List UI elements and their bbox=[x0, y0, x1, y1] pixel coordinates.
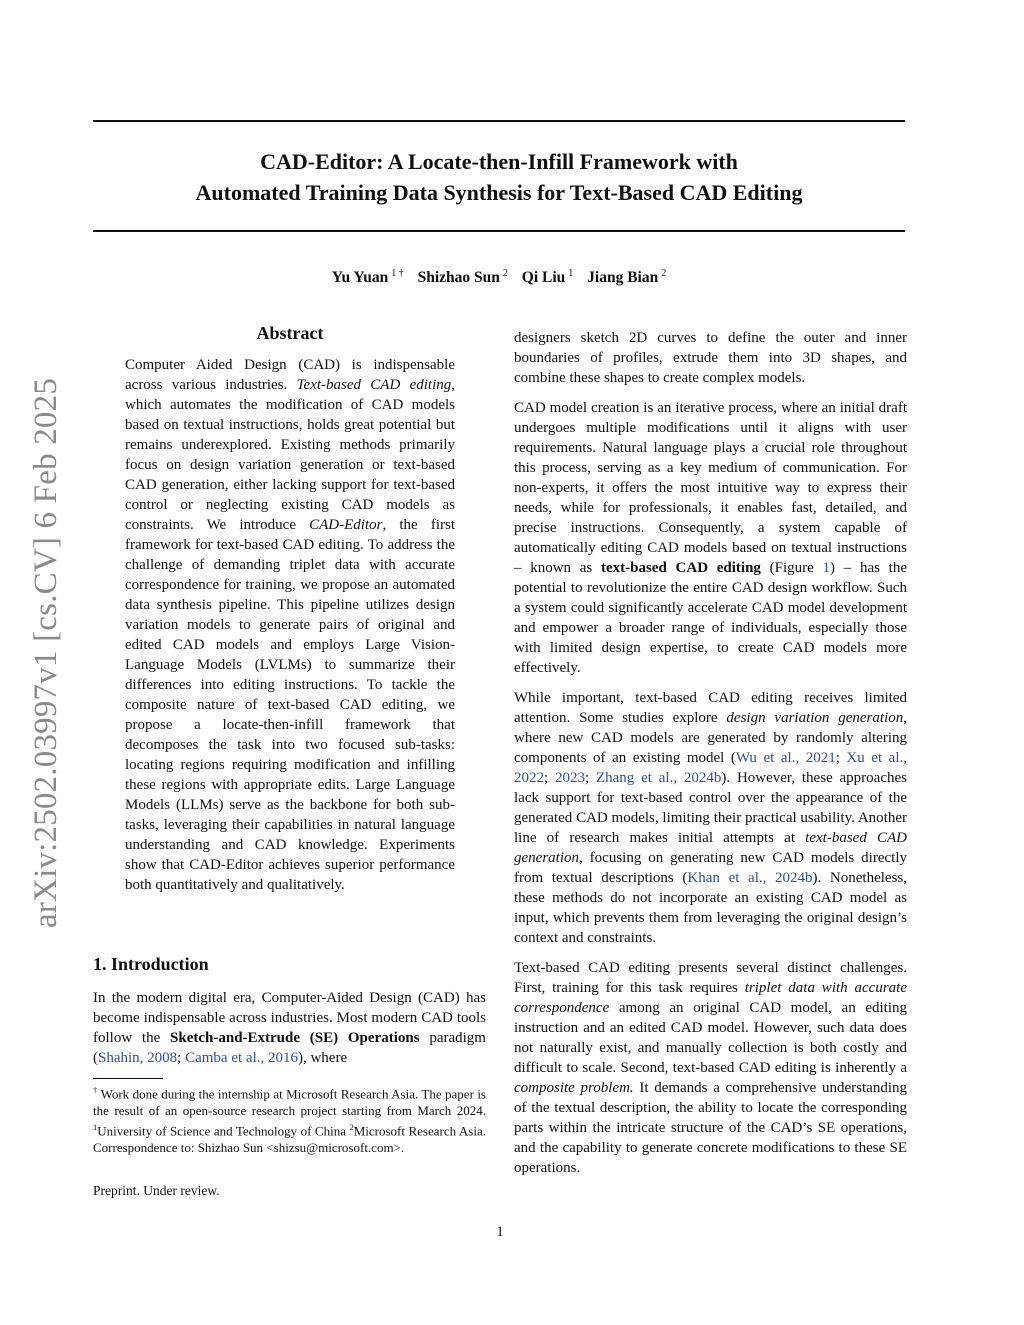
intro-paragraph-2: CAD model creation is an iterative process, where an initial draft undergoes multiple modifications until it aligns with user requirements. Natural language plays a crucial role throughout this process, serving as a key medium of communication. For non-experts, it offers the most intuitive way to express their needs, while for professionals, it enables fast, detailed, and precise instructions. Consequently, a system capable of automatically editing CAD models based on textual instructions – known as text-based CAD editing (Figure 1) – has the potential to revolutionize the entire CAD design workflow. Such a system could significantly accelerate CAD model development and empower a broader range of individuals, especially those with limited design expertise, to create CAD models more effectively. bbox=[514, 400, 907, 676]
arxiv-sidebar-stamp: arXiv:2502.03997v1 [cs.CV] 6 Feb 2025 bbox=[28, 377, 64, 928]
intro-paragraph-1: In the modern digital era, Computer-Aided Design (CAD) has become indispensable across industries. Most modern CAD tools follow the Sketch-and-Extrude (SE) Operations paradigm (Shahin, 2008; Camba et al., 2016), where bbox=[93, 990, 486, 1066]
section-heading-introduction: 1. Introduction bbox=[93, 954, 209, 974]
citation-link[interactable]: Shahin, 2008 bbox=[98, 1050, 178, 1066]
author-list bbox=[93, 268, 905, 287]
preprint-notice: Preprint. Under review. bbox=[93, 1183, 220, 1198]
title-line-1: CAD-Editor: A Locate-then-Infill Framework with bbox=[260, 149, 738, 174]
intro-paragraph-1-continued: designers sketch 2D curves to define the outer and inner boundaries of profiles, extrude them into 3D shapes, and combine these shapes to create complex models. bbox=[514, 330, 907, 386]
author: Jiang Bian $^2$ bbox=[587, 268, 667, 287]
page-number: 1 bbox=[496, 1224, 504, 1240]
intro-paragraph-3: While important, text-based CAD editing receives limited attention. Some studies explore design variation generation, where new CAD models are generated by randomly altering components of an existing model (Wu et al., 2021; Xu et al., 2022; 2023; Zhang et al., 2024b). However, these approaches lack support for text-based control over the appearance of the generated CAD models, limiting their practical usability. Another line of research makes initial attempts at text-based CAD generation, focusing on generating new CAD models directly from textual descriptions (Khan et al., 2024b). Nonetheless, these methods do not incorporate an existing CAD model as input, which prevents them from leveraging the original design’s context and constraints. bbox=[514, 690, 907, 946]
citation-link[interactable]: 2023 bbox=[554, 770, 585, 786]
figure-reference-link[interactable]: 1 bbox=[822, 560, 831, 576]
footnote: † Work done during the internship at Microsoft Research Asia. The paper is the result of an open-source research project starting from March 2024. $^1$University of Science and Technology of China $^2$Microsoft Research Asia. Correspondence to: Shizhao Sun <shizsu@microsoft.com>. bbox=[93, 1085, 486, 1156]
paper-title bbox=[93, 146, 905, 208]
abstract-heading: Abstract bbox=[256, 323, 324, 343]
author: Yu Yuan $^{1 \dagger}$ bbox=[331, 268, 404, 287]
citation-link[interactable]: Wu et al., 2021 bbox=[735, 750, 836, 766]
citation-link[interactable]: Xu et al., 2022 bbox=[514, 750, 907, 786]
right-column bbox=[514, 328, 907, 1188]
title-line-2: Automated Training Data Synthesis for Text-Based CAD Editing bbox=[195, 180, 803, 205]
citation-link[interactable]: Camba et al., 2016 bbox=[185, 1050, 298, 1066]
title-rule-top bbox=[93, 120, 905, 122]
abstract-body: Computer Aided Design (CAD) is indispensable across various industries. Text-based CAD editing, which automates the modification of CAD models based on textual instructions, holds great potential but remains underexplored. Existing methods primarily focus on design variation generation or text-based CAD generation, either lacking support for text-based control or neglecting existing CAD models as constraints. We introduce CAD-Editor, the first framework for text-based CAD editing. To address the challenge of demanding triplet data with accurate correspondence for training, we propose an automated data synthesis pipeline. This pipeline utilizes design variation models to generate pairs of original and edited CAD models and employs Large Vision-Language Models (LVLMs) to summarize their differences into editing instructions. To tackle the composite nature of text-based CAD editing, we propose a locate-then-infill framework that decomposes the task into two focused sub-tasks: locating regions requiring modification and infilling these regions with appropriate edits. Large Language Models (LLMs) serve as the backbone for both sub-tasks, leveraging their capabilities in natural language understanding and CAD knowledge. Experiments show that CAD-Editor achieves superior performance both quantitatively and qualitatively. bbox=[125, 357, 455, 893]
intro-paragraph-4: Text-based CAD editing presents several distinct challenges. First, training for this task requires triplet data with accurate correspondence among an original CAD model, an editing instruction and an edited CAD model. However, such data does not naturally exist, and manually collection is both costly and difficult to scale. Second, text-based CAD editing is inherently a composite problem. It demands a comprehensive understanding of the textual description, the ability to locate the corresponding parts within the intricate structure of the CAD’s SE operations, and the capability to generate concrete modifications to these SE operations. bbox=[514, 960, 907, 1176]
citation-link[interactable]: Zhang et al., 2024b bbox=[595, 770, 722, 786]
title-rule-bottom bbox=[93, 230, 905, 232]
author: Qi Liu $^1$ bbox=[521, 268, 574, 287]
author: Shizhao Sun $^2$ bbox=[417, 268, 508, 287]
footnote-rule bbox=[93, 1078, 163, 1079]
citation-link[interactable]: Khan et al., 2024b bbox=[687, 870, 813, 886]
